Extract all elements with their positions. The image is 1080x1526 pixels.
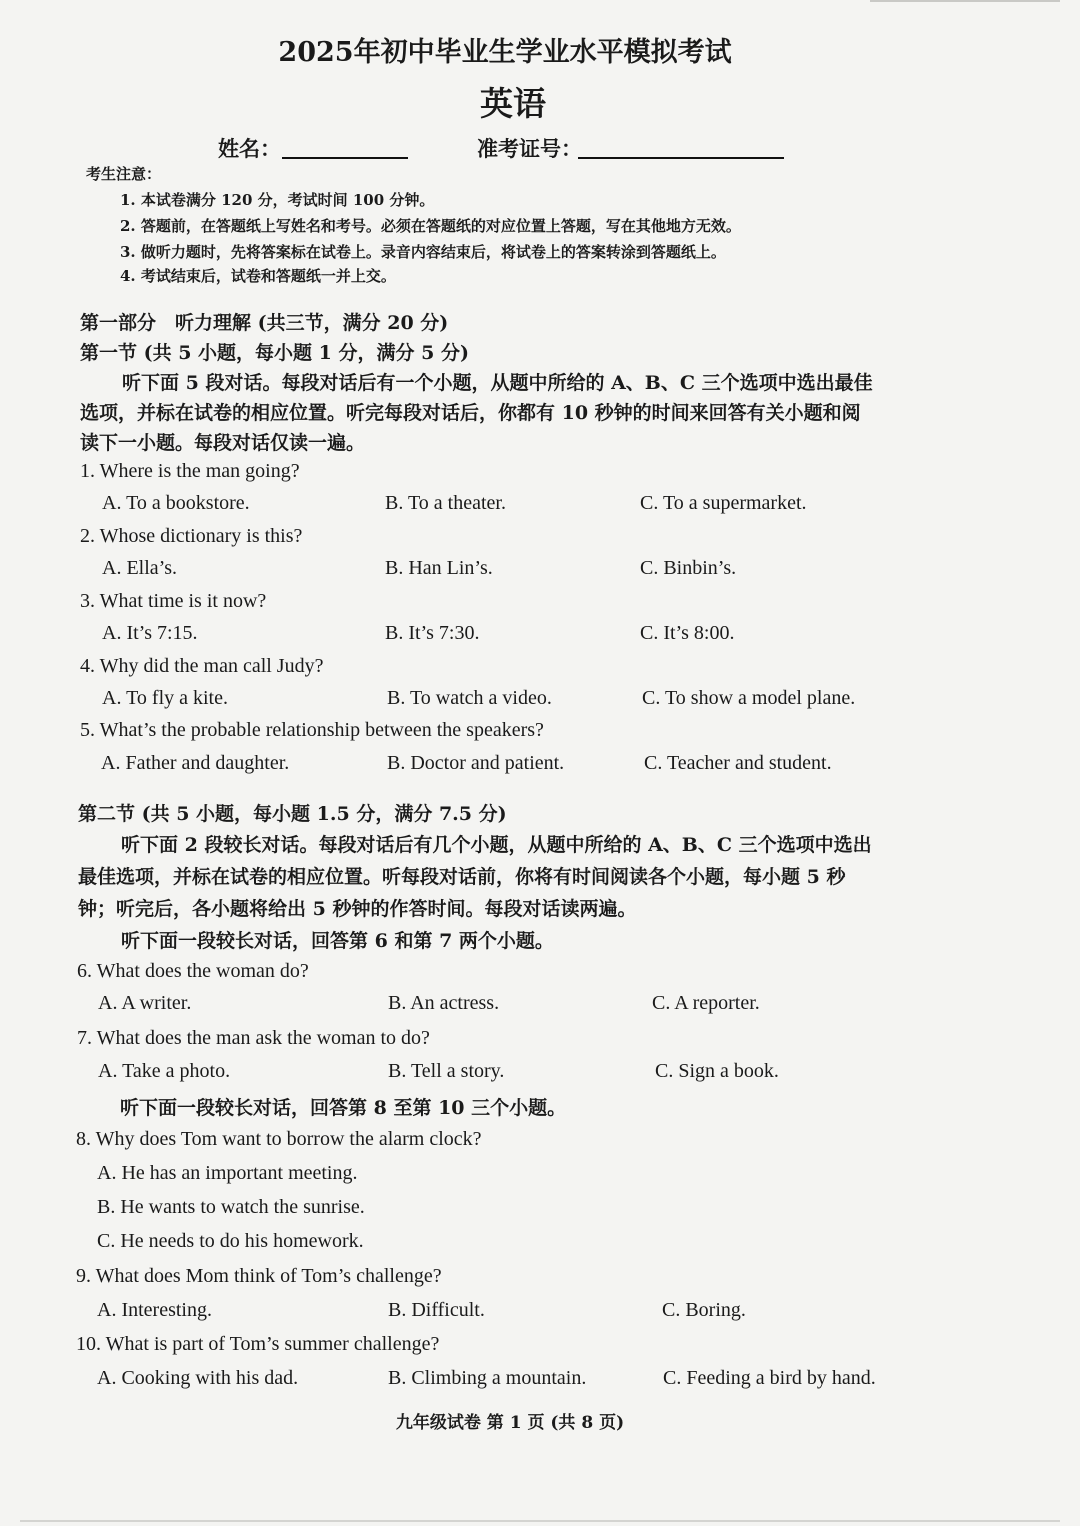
option-b: B. Climbing a mountain. <box>388 1367 587 1389</box>
section2-heading: 第二节 (共 5 小题，每小题 1.5 分，满分 7.5 分) <box>78 803 507 825</box>
section2-instruction: 钟；听完后，各小题将给出 5 秒钟的作答时间。每段对话读两遍。 <box>78 898 637 920</box>
option-b: B. An actress. <box>388 992 500 1014</box>
question-stem: 6. What does the woman do? <box>77 960 309 982</box>
notice-heading: 考生注意： <box>86 165 162 183</box>
option-a: A. It’s 7:15. <box>102 622 198 644</box>
option-a: A. Cooking with his dad. <box>97 1367 299 1389</box>
option-b: B. To a theater. <box>385 492 506 514</box>
option-c: C. Feeding a bird by hand. <box>663 1367 876 1389</box>
exam-title: 2025年初中毕业生学业水平模拟考试 <box>278 37 732 68</box>
notice-item: 2. 答题前，在答题纸上写姓名和考号。必须在答题纸的对应位置上答题，写在其他地方无效。 <box>120 217 741 235</box>
option-b: B. Han Lin’s. <box>385 557 493 579</box>
question-stem: 8. Why does Tom want to borrow the alarm clock? <box>76 1128 482 1150</box>
option-b: B. To watch a video. <box>387 687 552 709</box>
name-label: 姓名： <box>218 136 281 161</box>
option-a: A. Ella’s. <box>102 557 177 579</box>
option-c: C. He needs to do his homework. <box>97 1230 364 1252</box>
section1-instruction: 选项，并标在试卷的相应位置。听完每段对话后，你都有 10 秒钟的时间来回答有关小题和阅 <box>80 402 861 424</box>
question-stem: 7. What does the man ask the woman to do? <box>77 1027 430 1049</box>
option-c: C. Sign a book. <box>655 1060 779 1082</box>
option-c: C. Binbin’s. <box>640 557 737 579</box>
option-b: B. Difficult. <box>388 1299 485 1321</box>
section1-instruction: 听下面 5 段对话。每段对话后有一个小题，从题中所给的 A、B、C 三个选项中选出最佳 <box>122 372 873 394</box>
option-b: B. Tell a story. <box>388 1060 505 1082</box>
option-c: C. To a supermarket. <box>640 492 807 514</box>
section2-instruction: 听下面 2 段较长对话。每段对话后有几个小题，从题中所给的 A、B、C 三个选项中选出 <box>121 834 872 856</box>
option-a: A. To fly a kite. <box>102 687 228 709</box>
option-b: B. Doctor and patient. <box>387 752 565 774</box>
option-a: A. A writer. <box>98 992 192 1014</box>
option-a: A. Interesting. <box>97 1299 212 1321</box>
notice-item: 1. 本试卷满分 120 分，考试时间 100 分钟。 <box>120 191 435 209</box>
question-stem: 10. What is part of Tom’s summer challenge? <box>76 1333 440 1355</box>
option-c: C. It’s 8:00. <box>640 622 735 644</box>
section2-instruction: 最佳选项，并标在试卷的相应位置。听每段对话前，你将有时间阅读各个小题，每小题 5 秒 <box>78 866 846 888</box>
notice-item: 4. 考试结束后，试卷和答题纸一并上交。 <box>120 267 396 285</box>
dialog-note: 听下面一段较长对话，回答第 6 和第 7 两个小题。 <box>121 930 554 952</box>
option-c: C. Boring. <box>662 1299 746 1321</box>
notice-item: 3. 做听力题时，先将答案标在试卷上。录音内容结束后，将试卷上的答案转涂到答题纸上。 <box>120 243 726 261</box>
option-a: A. Father and daughter. <box>101 752 290 774</box>
page-footer: 九年级试卷 第 1 页 (共 8 页) <box>395 1413 625 1433</box>
question-stem: 9. What does Mom think of Tom’s challenge? <box>76 1265 442 1287</box>
question-stem: 2. Whose dictionary is this? <box>80 525 303 547</box>
exam-id-blank <box>578 157 784 159</box>
name-blank <box>282 157 408 159</box>
subject-title: 英语 <box>480 84 546 123</box>
exam-id-label: 准考证号： <box>477 136 582 161</box>
question-stem: 3. What time is it now? <box>80 590 267 612</box>
option-a: A. Take a photo. <box>98 1060 231 1082</box>
part1-heading: 第一部分 听力理解 (共三节，满分 20 分) <box>80 312 449 334</box>
option-a: A. He has an important meeting. <box>97 1162 358 1184</box>
question-stem: 1. Where is the man going? <box>80 460 300 482</box>
option-c: C. To show a model plane. <box>642 687 856 709</box>
scan-edge-mark <box>20 1520 1060 1522</box>
option-c: C. A reporter. <box>652 992 760 1014</box>
question-stem: 4. Why did the man call Judy? <box>80 655 324 677</box>
option-b: B. It’s 7:30. <box>385 622 480 644</box>
option-b: B. He wants to watch the sunrise. <box>97 1196 365 1218</box>
option-a: A. To a bookstore. <box>102 492 250 514</box>
section1-heading: 第一节 (共 5 小题，每小题 1 分，满分 5 分) <box>80 342 469 364</box>
question-stem: 5. What’s the probable relationship between the speakers? <box>80 719 544 741</box>
scan-edge-mark <box>870 0 1060 2</box>
option-c: C. Teacher and student. <box>644 752 832 774</box>
section1-instruction: 读下一小题。每段对话仅读一遍。 <box>80 432 366 454</box>
dialog-note: 听下面一段较长对话，回答第 8 至第 10 三个小题。 <box>120 1097 567 1119</box>
